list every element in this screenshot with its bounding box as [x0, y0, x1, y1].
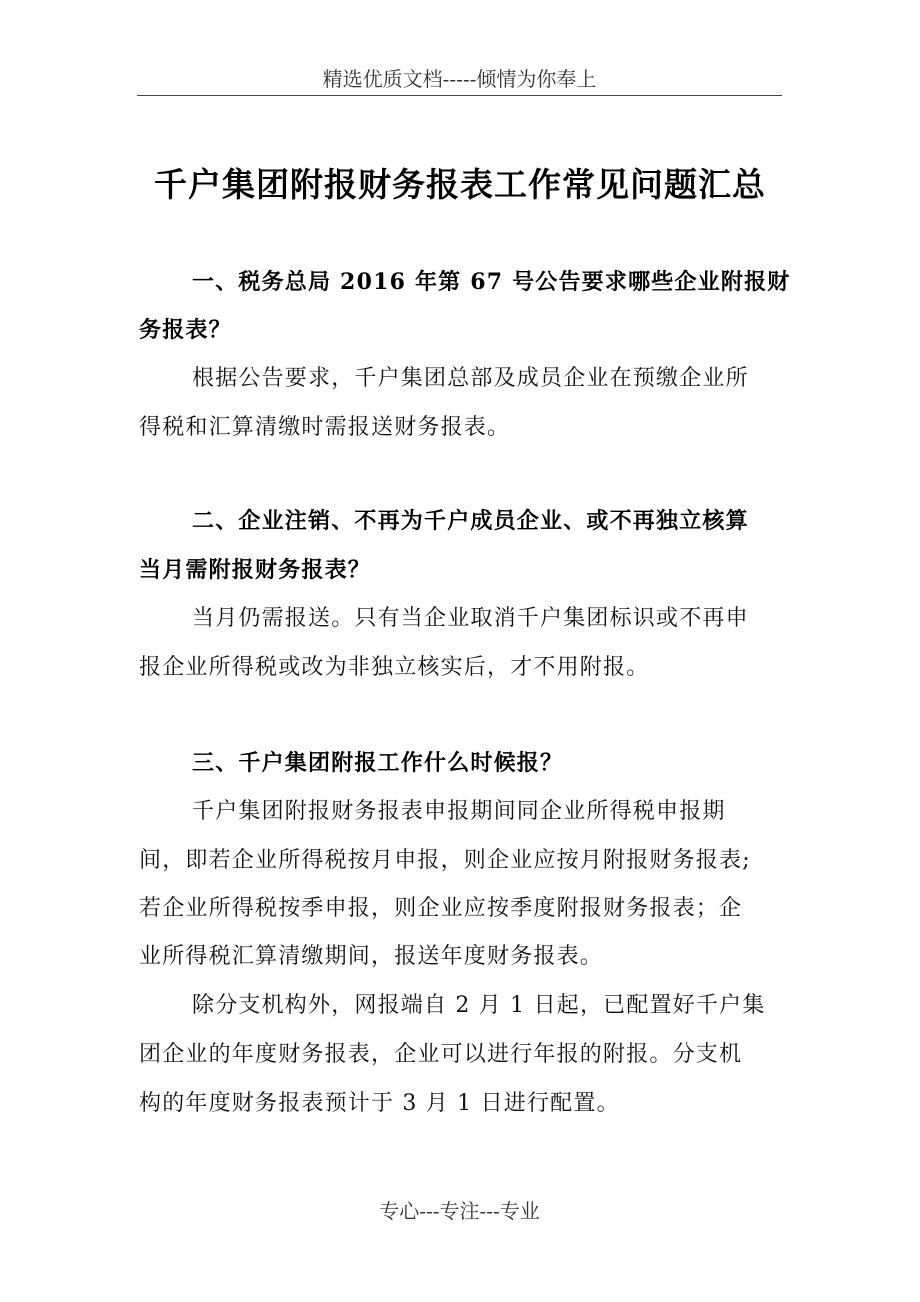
header-divider — [137, 95, 782, 96]
section-1-answer-line-2: 得税和汇算清缴时需报送财务报表。 — [139, 415, 511, 440]
section-1-answer-line-1: 根据公告要求，千户集团总部及成员企业在预缴企业所 — [192, 366, 749, 391]
page-footer: 专心---专注---专业 — [379, 1199, 540, 1223]
section-3-question-line-1: 三、千户集团附报工作什么时候报？ — [192, 750, 564, 776]
section-3-paragraph-1-line-2: 间，即若企业所得税按月申报，则企业应按月附报财务报表; — [139, 848, 751, 873]
section-3-paragraph-1-line-3: 若企业所得税按季申报，则企业应按季度附报财务报表；企 — [139, 896, 743, 921]
section-3-paragraph-1-line-4: 业所得税汇算清缴期间，报送年度财务报表。 — [139, 944, 604, 969]
section-3-paragraph-1-line-1: 千户集团附报财务报表申报期间同企业所得税申报期 — [192, 799, 726, 824]
document-title: 千户集团附报财务报表工作常见问题汇总 — [154, 165, 766, 204]
section-1-question-line-1: 一、税务总局 2016 年第 67 号公告要求哪些企业附报财 — [192, 269, 791, 295]
section-3-paragraph-2-line-2: 团企业的年度财务报表，企业可以进行年报的附报。分支机 — [139, 1042, 743, 1067]
section-1-question-line-2: 务报表？ — [139, 317, 232, 343]
section-3-paragraph-2-line-3: 构的年度财务报表预计于 3 月 1 日进行配置。 — [139, 1091, 620, 1116]
section-2-question-line-1: 二、企业注销、不再为千户成员企业、或不再独立核算 — [192, 508, 749, 534]
section-2-answer-line-1: 当月仍需报送。只有当企业取消千户集团标识或不再申 — [192, 606, 749, 631]
section-2-question-line-2: 当月需附报财务报表？ — [139, 557, 372, 583]
section-3-paragraph-2-line-1: 除分支机构外，网报端自 2 月 1 日起，已配置好千户集 — [192, 993, 766, 1018]
page-header: 精选优质文档-----倾情为你奉上 — [322, 67, 597, 91]
section-2-answer-line-2: 报企业所得税或改为非独立核实后，才不用附报。 — [139, 655, 650, 680]
